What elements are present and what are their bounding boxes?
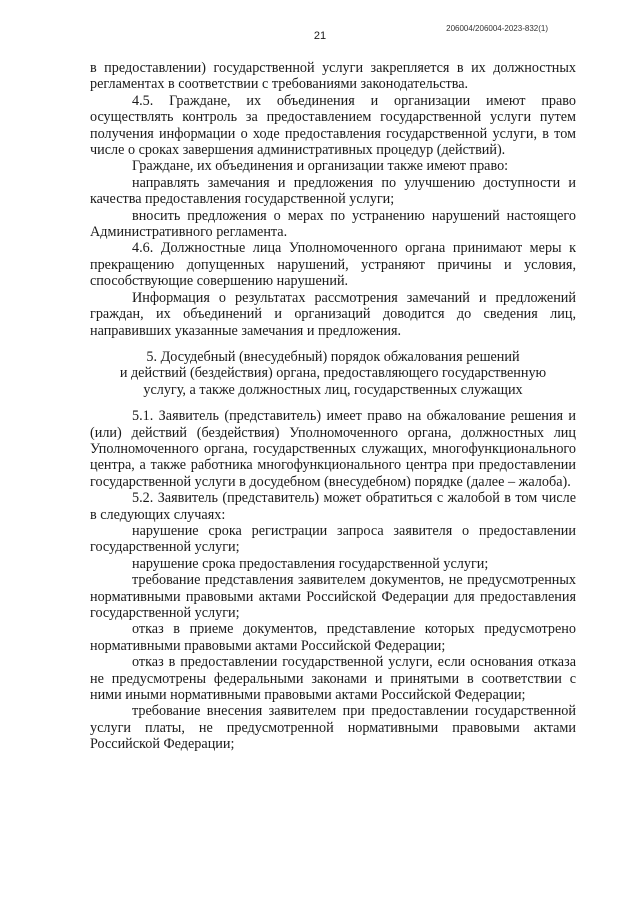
section-heading-line: и действий (бездействия) органа, предоставляющего государственную xyxy=(119,365,547,382)
document-body xyxy=(90,60,576,753)
section-heading-line: услугу, а также должностных лиц, государственных служащих xyxy=(143,381,523,398)
document-code: 206004/206004-2023-832(1) xyxy=(446,24,548,33)
list-item: требование представления заявителем документов, не предусмотренных нормативными правовыми актами Российской Федерации для предоставления государственной услуги; xyxy=(90,572,576,621)
paragraph: Информация о результатах рассмотрения замечаний и предложений граждан, их объединений и организаций доводится до сведения лиц, направивших указанные замечания и предложения. xyxy=(90,289,576,339)
list-item: нарушение срока предоставления государственной услуги; xyxy=(132,555,489,572)
list-item: нарушение срока регистрации запроса заявителя о предоставлении государственной услуги; xyxy=(90,522,576,556)
paragraph: 5.1. Заявитель (представитель) имеет право на обжалование решения и (или) действий (бездействия) Уполномоченного органа, должностных лиц Уполномоченного органа, государственных служащих, многофункционального центра, а также работника многофункционального центра при предоставлении государственной услуги в досудебном (внесудебном) порядке (далее – жалоба). xyxy=(90,408,576,490)
paragraph: направлять замечания и предложения по улучшению доступности и качества предоставления государственной услуги; xyxy=(90,174,576,208)
list-item: отказ в предоставлении государственной услуги, если основания отказа не предусмотрены федеральными законами и принятыми в соответствии с ними иными нормативными правовыми актами Российской Федерации; xyxy=(90,654,576,704)
section-heading xyxy=(90,349,576,398)
list-item: отказ в приеме документов, представление которых предусмотрено нормативными правовыми актами Российской Федерации; xyxy=(90,621,576,654)
paragraph: 4.5. Граждане, их объединения и организации имеют право осуществлять контроль за предоставлением государственной услуги путем получения информации о ходе предоставления государственной услуги, в том числе о сроках завершения административных процедур (действий). xyxy=(90,92,576,159)
page-number: 21 xyxy=(313,30,327,42)
paragraph: 4.6. Должностные лица Уполномоченного органа принимают меры к прекращению допущенных нарушений, устраняют причины и условия, способствующие совершению нарушений. xyxy=(90,240,576,290)
paragraph: в предоставлении) государственной услуги закрепляется в их должностных регламентах в соответствии с требованиями законодательства. xyxy=(90,60,576,93)
section-heading-line: 5. Досудебный (внесудебный) порядок обжалования решений xyxy=(146,348,520,365)
list-item: требование внесения заявителем при предоставлении государственной услуги платы, не предусмотренной нормативными правовыми актами Российской Федерации; xyxy=(90,703,576,753)
paragraph: вносить предложения о мерах по устранению нарушений настоящего Административного регламента. xyxy=(90,207,576,241)
paragraph: Граждане, их объединения и организации также имеют право: xyxy=(132,158,509,175)
paragraph: 5.2. Заявитель (представитель) может обратиться с жалобой в том числе в следующих случаях: xyxy=(90,490,576,523)
